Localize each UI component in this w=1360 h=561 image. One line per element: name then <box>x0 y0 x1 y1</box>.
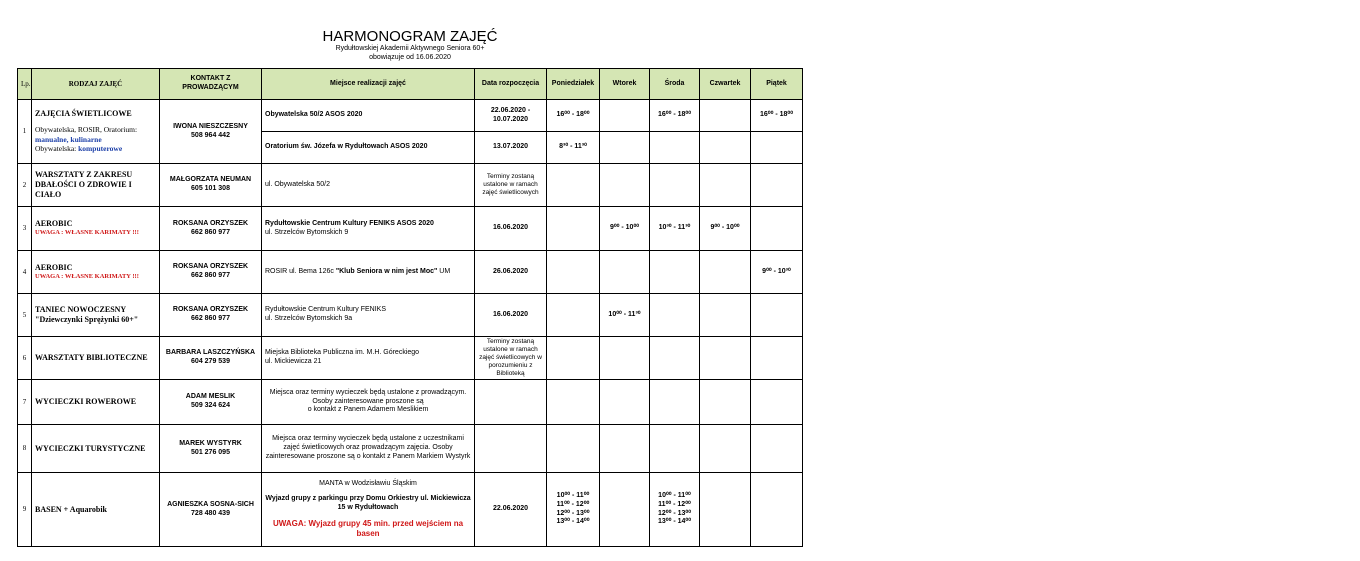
contact-name: MAREK WYSTYRK <box>179 439 242 447</box>
thursday-time <box>700 380 751 425</box>
wednesday-time: 10³⁰ - 11³⁰ <box>650 207 700 251</box>
row-number: 7 <box>18 380 32 425</box>
col-header-monday: Poniedziałek <box>547 69 600 100</box>
tuesday-time <box>600 380 650 425</box>
friday-time <box>751 294 803 337</box>
activity-cell <box>32 100 160 164</box>
contact-phone: 509 324 624 <box>191 402 230 409</box>
contact-cell <box>160 425 262 473</box>
tuesday-time: 10⁰⁰ - 11³⁰ <box>600 294 650 337</box>
table-row <box>18 380 803 425</box>
col-header-place: Miejsce realizacji zajęć <box>262 69 475 100</box>
row-number: 8 <box>18 425 32 473</box>
contact-cell <box>160 207 262 251</box>
place-line: Osoby zainteresowane proszone są <box>312 397 424 405</box>
contact-cell <box>160 164 262 207</box>
row-number: 4 <box>18 251 32 294</box>
monday-time <box>547 380 600 425</box>
col-header-start-date: Data rozpoczęcia <box>475 69 547 100</box>
place-line: ul. Strzelców Bytomskich 9 <box>265 228 349 236</box>
activity-cell <box>32 251 160 294</box>
activity-name: AEROBIC <box>35 262 73 272</box>
place-line: Rydułtowskie Centrum Kultury FENIKS <box>265 306 386 314</box>
place-cell <box>262 473 475 547</box>
table-row <box>18 100 803 132</box>
contact-cell <box>160 294 262 337</box>
contact-phone: 604 279 539 <box>191 358 230 365</box>
contact-cell <box>160 473 262 547</box>
monday-time <box>547 164 600 207</box>
tuesday-time <box>600 100 650 132</box>
place-line: Miejsca oraz terminy wycieczek będą ustalone z prowadzącym. <box>269 388 467 396</box>
tuesday-time <box>600 337 650 380</box>
row-number: 2 <box>18 164 32 207</box>
wednesday-time <box>650 337 700 380</box>
table-row <box>18 473 803 547</box>
friday-time <box>751 337 803 380</box>
activity-name: TANIEC NOWOCZESNY <box>35 305 127 314</box>
thursday-time: 9⁰⁰ - 10⁰⁰ <box>700 207 751 251</box>
contact-cell <box>160 100 262 164</box>
tuesday-time <box>600 164 650 207</box>
start-date-cell: 16.06.2020 <box>475 207 547 251</box>
contact-name: ROKSANA ORZYSZEK <box>172 263 249 271</box>
page-subtitle: Rydułtowskiej Akademii Aktywnego Seniora 60+ <box>335 45 485 52</box>
page-title: HARMONOGRAM ZAJĘĆ <box>322 28 498 45</box>
contact-name: BARBARA LASZCZYŃSKA <box>165 349 256 357</box>
wednesday-time <box>650 251 700 294</box>
tuesday-time <box>600 132 650 164</box>
tuesday-time <box>600 473 650 547</box>
place-line: o kontakt z Panem Adamem Meslikiem <box>307 406 429 414</box>
start-date-cell: 13.07.2020 <box>475 132 547 164</box>
thursday-time <box>700 337 751 380</box>
warning-note: UWAGA : WŁASNE KARIMATY !!! <box>35 272 139 280</box>
place-cell <box>262 337 475 380</box>
wednesday-time <box>650 380 700 425</box>
wednesday-time <box>650 473 700 547</box>
activity-name: WYCIECZKI ROWEROWE <box>35 397 137 406</box>
friday-time <box>751 380 803 425</box>
place-line: Wyjazd grupy z parkingu przy Domu Orkiestry ul. Mickiewicza 15 w Rydułtowach <box>265 495 471 511</box>
warning-note: UWAGA: Wyjazd grupy 45 min. przed wejściem na basen <box>272 518 464 538</box>
row-number: 9 <box>18 473 32 547</box>
warning-note: UWAGA : WŁASNE KARIMATY !!! <box>35 229 139 237</box>
contact-name: AGNIESZKA SOSNA-SICH <box>167 500 254 508</box>
time-slot: 10⁰⁰ - 11⁰⁰ <box>658 492 691 499</box>
col-header-tuesday: Wtorek <box>600 69 650 100</box>
wednesday-time <box>650 425 700 473</box>
activity-name: ZAJĘCIA ŚWIETLICOWE <box>35 109 132 119</box>
wednesday-time <box>650 294 700 337</box>
thursday-time <box>700 473 751 547</box>
monday-time <box>547 337 600 380</box>
activity-cell <box>32 164 160 207</box>
place-line: ul. Strzelców Bytomskich 9a <box>265 315 353 322</box>
row-number: 6 <box>18 337 32 380</box>
contact-cell <box>160 380 262 425</box>
start-date-cell: 16.06.2020 <box>475 294 547 337</box>
time-slot: 12⁰⁰ - 13⁰⁰ <box>556 509 590 517</box>
contact-cell <box>160 337 262 380</box>
start-date-cell: Terminy zostaną ustalone w ramach zajęć świetlicowych w porozumieniu z Biblioteką <box>475 337 547 380</box>
time-slot: 12⁰⁰ - 13⁰⁰ <box>657 509 692 517</box>
place-cell: ul. Obywatelska 50/2 <box>262 164 475 207</box>
table-row <box>18 294 803 337</box>
start-date-cell <box>475 380 547 425</box>
time-slot: 10⁰⁰ - 11⁰⁰ <box>556 492 590 499</box>
monday-time <box>547 425 600 473</box>
place-cell: Oratorium św. Józefa w Rydułtowach ASOS 2020 <box>262 132 475 164</box>
col-header-friday: Piątek <box>751 69 803 100</box>
activity-cell <box>32 337 160 380</box>
activity-detail-line: Obywatelska, ROSIR, Oratorium: <box>35 125 138 135</box>
activity-name: AEROBIC <box>35 219 73 229</box>
wednesday-time <box>650 164 700 207</box>
friday-time <box>751 132 803 164</box>
friday-time <box>751 207 803 251</box>
row-number: 5 <box>18 294 32 337</box>
contact-phone: 728 480 439 <box>191 509 230 517</box>
effective-date-note: obowiązuje od 16.06.2020 <box>369 54 451 61</box>
place-line: Rydułtowskie Centrum Kultury FENIKS ASOS 2020 <box>265 219 434 227</box>
col-header-contact: KONTAKT Z PROWADZĄCYM <box>160 69 262 100</box>
place-cell <box>262 207 475 251</box>
place-cell: Obywatelska 50/2 ASOS 2020 <box>262 100 475 132</box>
table-row <box>18 164 803 207</box>
monday-time <box>547 251 600 294</box>
table-row <box>18 337 803 380</box>
thursday-time <box>700 132 751 164</box>
contact-name: MAŁGORZATA NEUMAN <box>169 176 252 184</box>
contact-name: ROKSANA ORZYSZEK <box>172 219 249 227</box>
col-header-lp: Lp. <box>18 69 32 100</box>
activity-cell <box>32 425 160 473</box>
place-text: ROSIR ul. Bema 126c <box>265 267 336 275</box>
activity-cell <box>32 473 160 547</box>
friday-time <box>751 164 803 207</box>
row-number: 3 <box>18 207 32 251</box>
activity-detail-highlight: manualne, kulinarne <box>35 134 102 144</box>
monday-time: 16⁰⁰ - 18⁰⁰ <box>547 100 600 132</box>
contact-cell <box>160 251 262 294</box>
activity-details <box>35 125 156 153</box>
table-row <box>18 207 803 251</box>
time-slot: 13⁰⁰ - 14⁰⁰ <box>556 518 590 526</box>
wednesday-time <box>650 132 700 164</box>
place-line: MANTA w Wodzisławiu Śląskim <box>319 480 417 488</box>
thursday-time <box>700 425 751 473</box>
contact-name: ROKSANA ORZYSZEK <box>172 306 249 314</box>
place-line: Miejska Biblioteka Publiczna im. M.H. Góreckiego <box>265 349 420 357</box>
schedule-table <box>17 68 803 547</box>
friday-time <box>751 425 803 473</box>
time-slot: 13⁰⁰ - 14⁰⁰ <box>657 518 692 526</box>
start-date-cell: 26.06.2020 <box>475 251 547 294</box>
place-cell <box>262 380 475 425</box>
contact-phone: 501 276 095 <box>191 448 230 456</box>
monday-time <box>547 294 600 337</box>
monday-time: 8³⁰ - 11³⁰ <box>547 132 600 164</box>
tuesday-time: 9⁰⁰ - 10⁰⁰ <box>600 207 650 251</box>
thursday-time <box>700 100 751 132</box>
col-header-wednesday: Środa <box>650 69 700 100</box>
start-date-cell <box>475 425 547 473</box>
place-cell <box>262 251 475 294</box>
activity-name: BASEN + Aquarobik <box>35 504 107 514</box>
place-club-name: "Klub Seniora w nim jest Moc" <box>335 267 438 275</box>
start-date-cell: Terminy zostaną ustalone w ramach zajęć świetlicowych <box>475 164 547 207</box>
contact-phone: 508 964 442 <box>191 131 230 139</box>
friday-time <box>751 473 803 547</box>
wednesday-time: 16⁰⁰ - 18⁰⁰ <box>650 100 700 132</box>
contact-name: IWONA NIESZCZESNY <box>173 122 248 130</box>
contact-phone: 662 860 977 <box>191 228 230 236</box>
activity-detail-line: Obywatelska: <box>35 144 77 154</box>
thursday-time <box>700 294 751 337</box>
col-header-activity: RODZAJ ZAJĘĆ <box>32 69 160 100</box>
monday-time <box>547 207 600 251</box>
activity-subname: "Dziewczynki Sprężynki 60+" <box>35 315 139 324</box>
contact-phone: 662 860 977 <box>191 272 230 279</box>
col-header-thursday: Czwartek <box>700 69 751 100</box>
tuesday-time <box>600 425 650 473</box>
contact-phone: 662 860 977 <box>191 315 230 322</box>
thursday-time <box>700 164 751 207</box>
table-row <box>18 425 803 473</box>
monday-time <box>547 473 600 547</box>
thursday-time <box>700 251 751 294</box>
activity-name: WARSZTATY Z ZAKRESU DBAŁOŚCI O ZDROWIE I CIAŁO <box>35 170 133 199</box>
contact-name: ADAM MESLIK <box>185 393 236 401</box>
place-cell <box>262 294 475 337</box>
row-number: 1 <box>18 100 32 164</box>
place-line: ul. Mickiewicza 21 <box>265 358 322 365</box>
contact-phone: 605 101 308 <box>191 185 230 192</box>
start-date-cell: 22.06.2020 <box>475 473 547 547</box>
activity-name: WARSZTATY BIBLIOTECZNE <box>35 353 148 362</box>
place-text: UM <box>437 267 451 275</box>
activity-name: WYCIECZKI TURYSTYCZNE <box>35 443 146 453</box>
activity-detail-highlight: komputerowe <box>78 144 123 154</box>
activity-cell <box>32 380 160 425</box>
time-slot: 11⁰⁰ - 12⁰⁰ <box>556 500 590 508</box>
time-slot: 11⁰⁰ - 12⁰⁰ <box>658 500 691 508</box>
table-header-row <box>18 69 803 100</box>
start-date-cell: 22.06.2020 - 10.07.2020 <box>475 100 547 132</box>
activity-cell <box>32 207 160 251</box>
activity-cell <box>32 294 160 337</box>
friday-time: 9⁰⁰ - 10³⁰ <box>751 251 803 294</box>
friday-time: 16⁰⁰ - 18⁰⁰ <box>751 100 803 132</box>
place-cell: Miejsca oraz terminy wycieczek będą ustalone z uczestnikami zajęć świetlicowych oraz prowadzącym zajęcia. Osoby zainteresowane proszone są o kontakt z Panem Markiem Wystyrk <box>262 425 475 473</box>
table-row <box>18 251 803 294</box>
tuesday-time <box>600 251 650 294</box>
